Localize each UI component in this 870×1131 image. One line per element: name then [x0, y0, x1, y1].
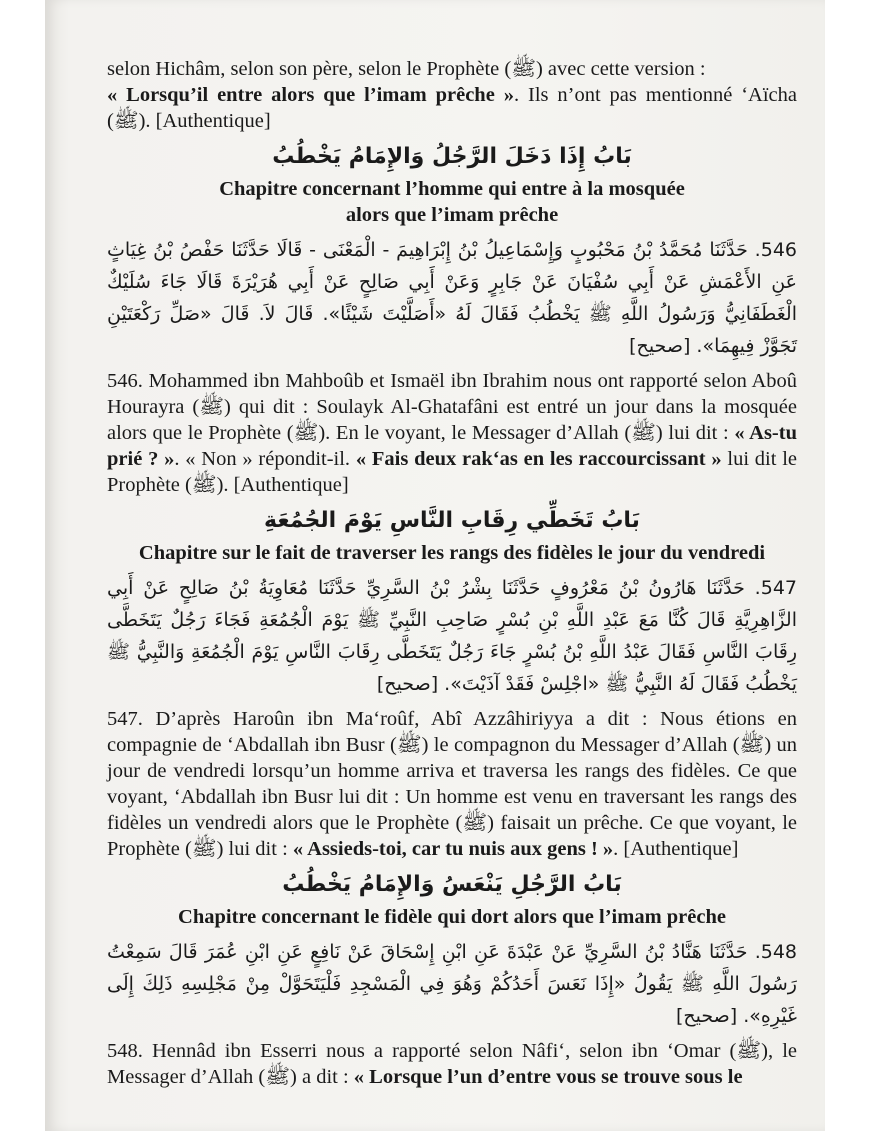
translation-quote: « Fais deux rak‘as en les raccourcissant » — [355, 448, 722, 470]
chapter-title — [107, 176, 797, 228]
hadith-arabic-text: 548. حَدَّثَنَا هَنَّادُ بْنُ السَّرِيِّ عَنْ عَبْدَةَ عَنِ ابْنِ إِسْحَاقَ عَنْ نَافِعٍ عَنِ ابْنِ عُمَرَ قَالَ سَمِعْتُ رَسُولَ اللَّهِ ﷺ يَقُولُ «إِذَا نَعَسَ أَحَدُكُمْ وَهُوَ فِي الْمَسْجِدِ فَلْيَتَحَوَّلْ مِنْ مَجْلِسِهِ ذَلِكَ إِلَى غَيْرِهِ». [صحيح] — [107, 941, 797, 1027]
translation-text: . [Authentique] — [613, 838, 739, 860]
hadith-arabic-text: 546. حَدَّثَنَا مُحَمَّدُ بْنُ مَحْبُوبٍ وَإِسْمَاعِيلُ بْنُ إِبْرَاهِيمَ - الْمَعْنَى - قَالَا حَدَّثَنَا حَفْصُ بْنُ غِيَاثٍ عَنِ الأَعْمَشِ عَنْ أَبِي سُفْيَانَ عَنْ جَابِرٍ وَعَنْ أَبِي صَالِحٍ عَنْ أَبِي هُرَيْرَةَ قَالَا جَاءَ سُلَيْكٌ الْغَطَفَانِيُّ وَرَسُولُ اللَّهِ ﷺ يَخْطُبُ فَقَالَ لَهُ «أَصَلَّيْتَ شَيْئًا». قَالَ لاَ. قَالَ «صَلِّ رَكْعَتَيْنِ تَجَوَّزْ فِيهِمَا». [صحيح] — [107, 239, 797, 357]
hadith-arabic-text: 547. حَدَّثَنَا هَارُونُ بْنُ مَعْرُوفٍ حَدَّثَنَا بِشْرُ بْنُ السَّرِيِّ حَدَّثَنَا مُعَاوِيَةُ بْنُ صَالِحٍ عَنْ أَبِي الزَّاهِرِيَّةِ قَالَ كُنَّا مَعَ عَبْدِ اللَّهِ بْنِ بُسْرٍ صَاحِبِ النَّبِيِّ ﷺ يَوْمَ الْجُمُعَةِ فَجَاءَ رَجُلٌ يَتَخَطَّى رِقَابَ النَّاسِ فَقَالَ عَبْدُ اللَّهِ بْنُ بُسْرٍ جَاءَ رَجُلٌ يَتَخَطَّى رِقَابَ النَّاسِ يَوْمَ الْجُمُعَةِ وَالنَّبِيُّ ﷺ يَخْطُبُ فَقَالَ لَهُ النَّبِيُّ ﷺ «اجْلِسْ فَقَدْ آذَيْتَ». [صحيح] — [107, 577, 797, 695]
book-page — [45, 0, 825, 1131]
chapter-arabic-title: بَابُ إِذَا دَخَلَ الرَّجُلُ وَالإِمَامُ يَخْطُبُ — [272, 144, 632, 169]
chapter-title-line1: Chapitre sur le fait de traverser les rangs des fidèles le jour du vendredi — [138, 542, 766, 564]
translation-quote: « Lorsque l’un d’entre vous se trouve sous le — [353, 1066, 743, 1088]
translation-text: 546. Mohammed ibn Mahboûb et Ismaël ibn Ibrahim nous ont rapporté selon Aboû Hourayra (ﷺ) qui dit : Soulayk Al-Ghatafâni est entré un jour dans la mosquée alors que le Prophète (ﷺ). En le voyant, le Messager d’Allah (ﷺ) lui dit : — [107, 370, 798, 444]
intro-text: selon Hichâm, selon son père, selon le Prophète (ﷺ) avec cette version : — [107, 58, 706, 80]
translation-text: lui dit le Prophète (ﷺ). [Authentique] — [107, 448, 798, 496]
translation-text: 547. D’après Haroûn ibn Ma‘roûf, Abî Azzâhiriyya a dit : Nous étions en compagnie de ‘Abdallah ibn Busr (ﷺ) le compagnon du Messager d’Allah (ﷺ) un jour de vendredi lorsqu’un homme arriva et traversa les rangs des fidèles. Ce que voyant, ‘Abdallah ibn Busr lui dit : Un homme est venu en traversant les rangs des fidèles un vendredi alors que le Prophète (ﷺ) faisait un prêche. Ce que voyant, le Prophète (ﷺ) lui dit : — [107, 708, 798, 860]
intro-text-end: . Ils n’ont pas mentionné ‘Aïcha (ﷺ). [Authentique] — [107, 84, 797, 132]
hadith-translation — [107, 706, 797, 862]
chapter-arabic-title: بَابُ الرَّجُلِ يَنْعَسُ وَالإِمَامُ يَخْطُبُ — [282, 872, 622, 897]
hadith-translation — [107, 1038, 797, 1090]
translation-text: . « Non » répondit-il. — [174, 448, 356, 470]
translation-quote: « Assieds-toi, car tu nuis aux gens ! » — [292, 838, 614, 860]
intro-paragraph — [107, 56, 797, 134]
chapter-title — [107, 540, 797, 566]
chapter-title-line1: Chapitre concernant le fidèle qui dort alors que l’imam prêche — [178, 906, 726, 928]
hadith-translation — [107, 368, 797, 498]
translation-quote: « As-tu prié ? » — [107, 422, 797, 470]
chapter-title — [107, 904, 797, 930]
intro-quote: « Lorsqu’il entre alors que l’imam prêche » — [107, 84, 514, 106]
chapter-arabic-title: بَابُ تَخَطِّي رِقَابِ النَّاسِ يَوْمَ الجُمُعَةِ — [264, 508, 640, 533]
chapter-title-line2: alors que l’imam prêche — [345, 204, 559, 226]
page-content — [107, 56, 797, 1096]
translation-text: 548. Hennâd ibn Esserri nous a rapporté selon Nâfi‘, selon ibn ‘Omar (ﷺ), le Messager d’Allah (ﷺ) a dit : — [107, 1040, 797, 1088]
chapter-title-line1: Chapitre concernant l’homme qui entre à la mosquée — [219, 178, 685, 200]
